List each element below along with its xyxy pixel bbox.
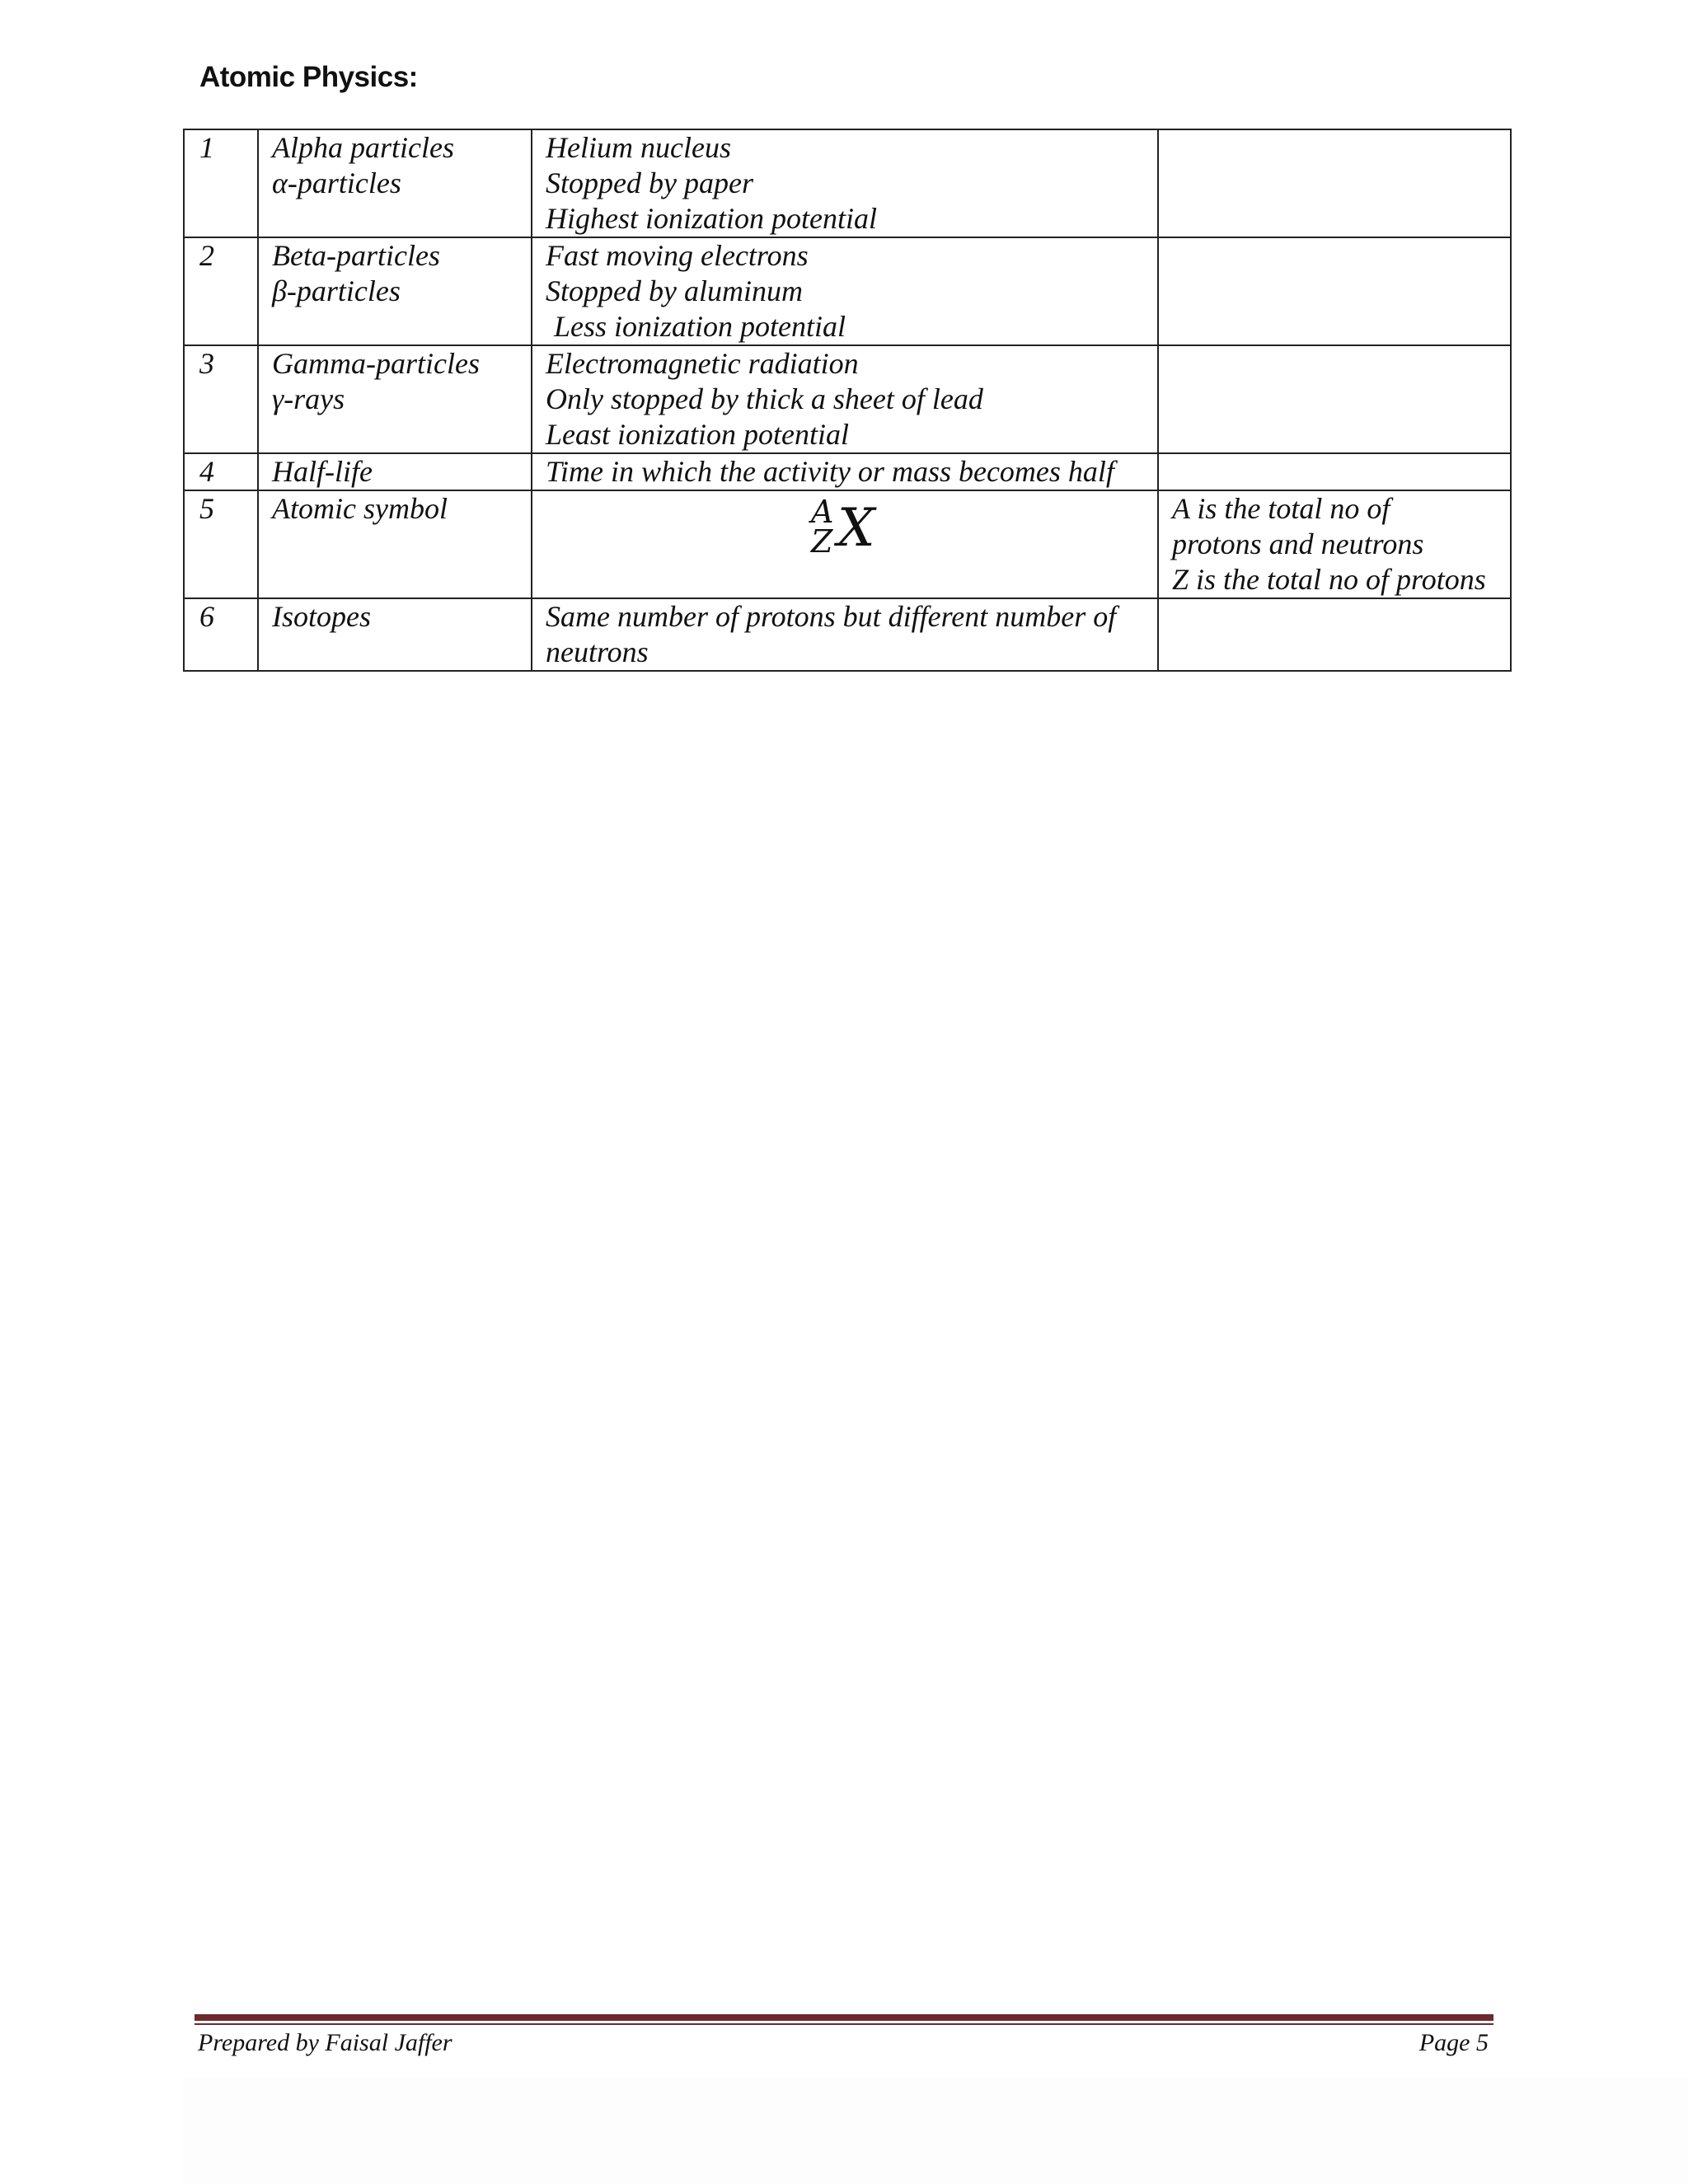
description-line: Electromagnetic radiation bbox=[546, 347, 859, 380]
row-number: 3 bbox=[184, 345, 258, 453]
term-line: Gamma-particles bbox=[272, 347, 480, 380]
table-row bbox=[184, 490, 1511, 598]
note-cell bbox=[1158, 345, 1511, 453]
term-line: α-particles bbox=[272, 166, 401, 199]
page-title: Atomic Physics: bbox=[199, 61, 418, 93]
term-cell bbox=[258, 129, 532, 237]
atomic-physics-table bbox=[183, 129, 1512, 672]
footer-divider-thin bbox=[195, 2023, 1493, 2025]
note-cell bbox=[1158, 453, 1511, 490]
term-line: Isotopes bbox=[272, 600, 371, 633]
note-cell bbox=[1158, 129, 1511, 237]
row-number: 5 bbox=[184, 490, 258, 598]
description-line: Only stopped by thick a sheet of lead bbox=[546, 382, 983, 415]
term-cell bbox=[258, 490, 532, 598]
description-line: Same number of protons but different number of bbox=[546, 600, 1117, 633]
description-line: Stopped by paper bbox=[546, 166, 753, 199]
description-line: Stopped by aluminum bbox=[546, 274, 803, 307]
table-row bbox=[184, 237, 1511, 345]
term-cell bbox=[258, 237, 532, 345]
description-cell bbox=[532, 598, 1158, 671]
description-cell bbox=[532, 345, 1158, 453]
note-line: Z is the total no of protons bbox=[1172, 563, 1486, 596]
note-line: protons and neutrons bbox=[1172, 527, 1424, 560]
row-number: 4 bbox=[184, 453, 258, 490]
page-number: Page 5 bbox=[1418, 2029, 1489, 2056]
term-line: Half-life bbox=[272, 455, 373, 488]
atomic-number: Z bbox=[811, 523, 833, 560]
note-cell bbox=[1158, 237, 1511, 345]
description-line: Fast moving electrons bbox=[546, 239, 809, 272]
term-line: β-particles bbox=[272, 274, 401, 307]
note-line: A is the total no of bbox=[1172, 492, 1390, 525]
mass-number: A bbox=[811, 494, 834, 530]
description-line: Helium nucleus bbox=[546, 131, 731, 164]
description-line: Less ionization potential bbox=[554, 310, 846, 343]
row-number: 2 bbox=[184, 237, 258, 345]
term-cell bbox=[258, 598, 532, 671]
table-row bbox=[184, 345, 1511, 453]
table-row bbox=[184, 598, 1511, 671]
description-line: Time in which the activity or mass becomes half bbox=[546, 455, 1114, 488]
term-cell bbox=[258, 453, 532, 490]
atomic-symbol-cell bbox=[532, 490, 1158, 598]
term-line: γ-rays bbox=[272, 382, 345, 415]
description-line: neutrons bbox=[546, 635, 649, 668]
row-number: 6 bbox=[184, 598, 258, 671]
description-cell bbox=[532, 129, 1158, 237]
element-symbol: X bbox=[837, 498, 875, 559]
term-line: Alpha particles bbox=[272, 131, 454, 164]
footer-author: Prepared by Faisal Jaffer bbox=[198, 2029, 452, 2056]
description-cell bbox=[532, 453, 1158, 490]
description-line: Least ionization potential bbox=[546, 418, 850, 451]
footer-divider bbox=[195, 2014, 1493, 2021]
description-cell bbox=[532, 237, 1158, 345]
nuclide-notation bbox=[808, 496, 882, 567]
term-line: Atomic symbol bbox=[272, 492, 448, 525]
note-cell bbox=[1158, 490, 1511, 598]
description-line: Highest ionization potential bbox=[546, 202, 877, 235]
table-row bbox=[184, 453, 1511, 490]
term-cell bbox=[258, 345, 532, 453]
term-line: Beta-particles bbox=[272, 239, 440, 272]
note-cell bbox=[1158, 598, 1511, 671]
footer-band bbox=[183, 2077, 1688, 2184]
row-number: 1 bbox=[184, 129, 258, 237]
table-row bbox=[184, 129, 1511, 237]
